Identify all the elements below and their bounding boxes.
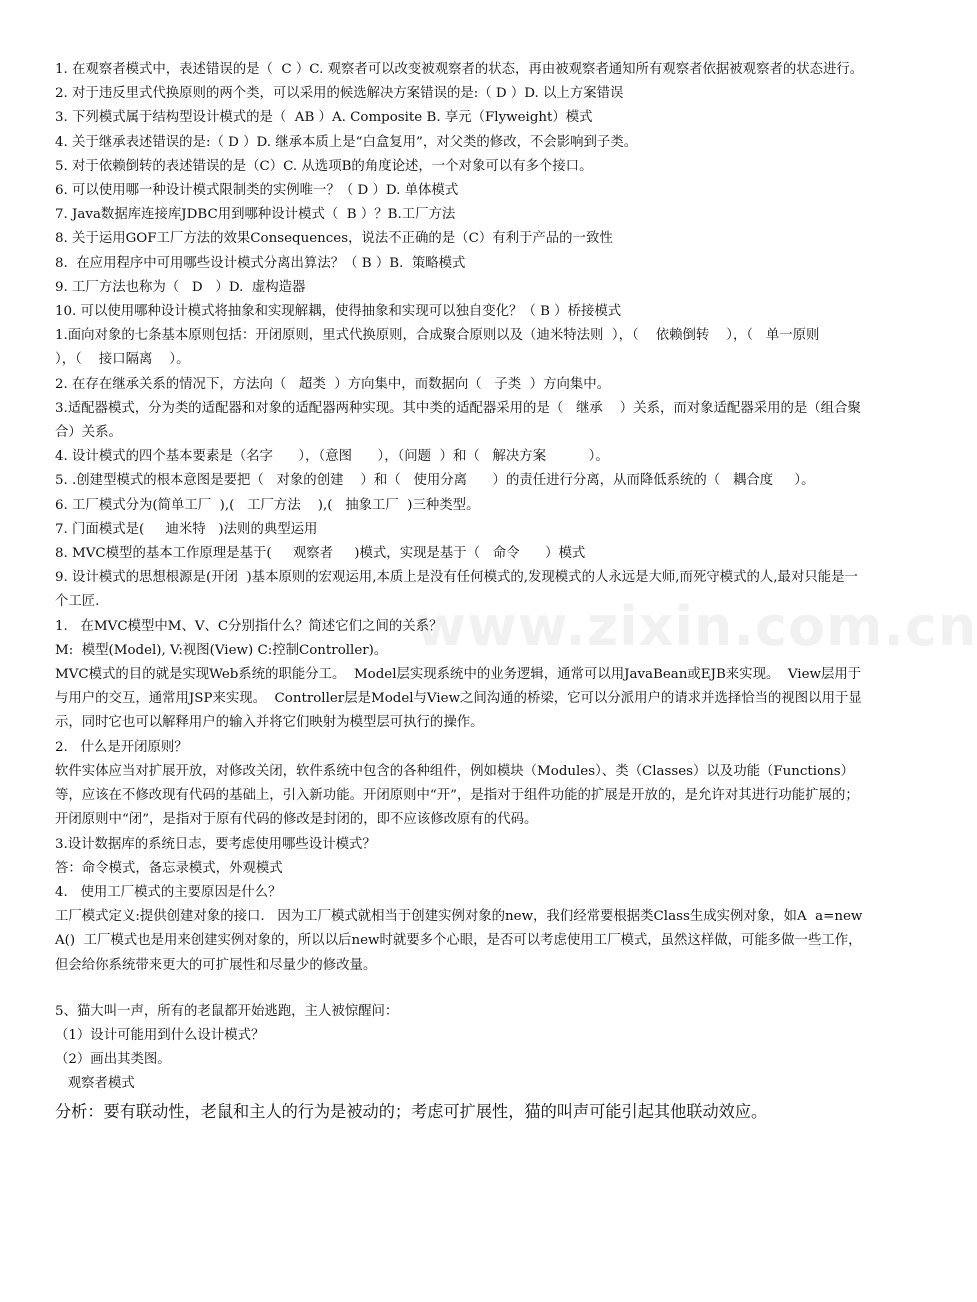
analysis-line: 分析：要有联动性，老鼠和主人的行为是被动的；考虑可扩展性，猫的叫声可能引起其他联动效应。 [55, 1101, 768, 1121]
design-question-section [55, 1000, 867, 1125]
short-answer-line: 2. 什么是开闭原则？ [55, 739, 188, 755]
design-question-line: （2）画出其类图。 [55, 1052, 171, 1068]
short-answer-line: 3.设计数据库的系统日志，要考虑使用哪些设计模式？ [55, 836, 376, 852]
question-line: 10. 可以使用哪种设计模式将抽象和实现解耦，使得抽象和实现可以独自变化？（ B ）桥接模式 [55, 304, 622, 320]
multiple-choice-section [55, 58, 867, 324]
short-answer-line: 工厂模式定义:提供创建对象的接口. 因为工厂模式就相当于创建实例对象的new，我们经常要根据类Class生成实例对象，如A a=new A() 工厂模式也是用来创建实例对象的，所以以后new时就要多个心眼，是否可以考虑使用工厂模式，虽然这样做，可能多做一些工作，但会给你系统带来更大的可扩展性和尽量少的修改量。 [55, 909, 871, 973]
watermark: www.zixin.com.cn [416, 595, 977, 658]
short-answer-line: MVC模式的目的就是实现Web系统的职能分工。 Model层实现系统中的业务逻辑，通常可以用JavaBean或EJB来实现。 View层用于与用户的交互，通常用JSP来实现。 Controller层是Model与View之间沟通的桥梁，它可以分派用户的请求并选择恰当的视图以用于显示，同时它也可以解释用户的输入并将它们映射为模型层可执行的操作。 [55, 667, 862, 731]
document-page [55, 58, 871, 1125]
question-line: 1. 在观察者模式中，表述错误的是（ C ）C. 观察者可以改变被观察者的状态，再由被观察者通知所有观察者依据被观察者的状态进行。 [55, 62, 864, 77]
fill-in-section [55, 324, 867, 614]
short-answer-line: 4. 使用工厂模式的主要原因是什么？ [55, 884, 282, 900]
blank-gap [55, 978, 867, 1000]
fill-in-line: 9. 设计模式的思想根源是(开闭 )基本原则的宏观运用,本质上是没有任何模式的,发现模式的人永远是大师,而死守模式的人,最对只能是一个工匠. [55, 570, 858, 610]
short-answer-line: 1. 在MVC模型中M、V、C分别指什么？简述它们之间的关系？ [55, 618, 443, 634]
design-question-line: 观察者模式 [55, 1076, 135, 1092]
question-line: 5. 对于依赖倒转的表述错误的是（C）C. 从选项B的角度论述，一个对象可以有多个接口。 [55, 158, 593, 174]
fill-in-line: 4. 设计模式的四个基本要素是（名字 ），（意图 ），（问题 ）和（ 解决方案 ）。 [55, 449, 609, 465]
question-line: 2. 对于违反里式代换原则的两个类，可以采用的候选解决方案错误的是:（ D ）D. 以上方案错误 [55, 86, 624, 102]
question-line: 6. 可以使用哪一种设计模式限制类的实例唯一？（ D ）D. 单体模式 [55, 183, 459, 199]
question-line: 9. 工厂方法也称为（ D ）D. 虚构造器 [55, 279, 306, 295]
fill-in-line: 6. 工厂模式分为(简单工厂 ),( 工厂方法 ),( 抽象工厂 )三种类型。 [55, 497, 480, 513]
short-answer-section [55, 615, 871, 978]
design-question-line: 5、猫大叫一声，所有的老鼠都开始逃跑，主人被惊醒问： [55, 1003, 399, 1019]
fill-in-line: 8. MVC模型的基本工作原理是基于( 观察者 )模式，实现是基于（ 命令 ）模式 [55, 546, 586, 562]
short-answer-line: 软件实体应当对扩展开放，对修改关闭，软件系统中包含的各种组件，例如模块（Modules）、类（Classes）以及功能（Functions）等，应该在不修改现有代码的基础上，引入新功能。开闭原则中“开”，是指对于组件功能的扩展是开放的，是允许对其进行功能扩展的；开闭原则中“闭”，是指对于原有代码的修改是封闭的，即不应该修改原有的代码。 [55, 763, 859, 828]
question-line: 7. Java数据库连接库JDBC用到哪种设计模式（ B ）？B.工厂方法 [55, 207, 456, 223]
question-line: 3. 下列模式属于结构型设计模式的是（ AB ）A. Composite B. 享元（Flyweight）模式 [55, 110, 593, 126]
fill-in-line: 7. 门面模式是( 迪米特 )法则的典型运用 [55, 521, 318, 537]
question-line: 4. 关于继承表述错误的是:（ D ）D. 继承本质上是“白盒复用”，对父类的修改，不会影响到子类。 [55, 134, 638, 150]
design-question-line: （1）设计可能用到什么设计模式？ [55, 1027, 265, 1043]
fill-in-line: 1.面向对象的七条基本原则包括：开闭原则，里式代换原则，合成聚合原则以及（迪米特法则 ），（ 依赖倒转 ），（ 单一原则 ），（ 接口隔离 ）。 [55, 328, 854, 368]
fill-in-line: 5. .创建型模式的根本意图是要把（ 对象的创建 ）和（ 使用分离 ）的责任进行分离，从而降低系统的（ 耦合度 ）。 [55, 473, 815, 489]
question-line: 8. 在应用程序中可用哪些设计模式分离出算法？（ B ）B. 策略模式 [55, 255, 466, 271]
question-line: 8. 关于运用GOF工厂方法的效果Consequences，说法不正确的是（C）有利于产品的一致性 [55, 231, 613, 247]
fill-in-line: 3.适配器模式，分为类的适配器和对象的适配器两种实现。其中类的适配器采用的是（ 继承 ）关系，而对象适配器采用的是（组合聚合）关系。 [55, 400, 861, 441]
short-answer-line: 答：命令模式，备忘录模式，外观模式 [55, 860, 283, 876]
fill-in-line: 2. 在存在继承关系的情况下，方法向（ 超类 ）方向集中，而数据向（ 子类 ）方向集中。 [55, 376, 611, 392]
short-answer-line: M: 模型(Model), V:视图(View) C:控制Controller)。 [55, 642, 388, 658]
